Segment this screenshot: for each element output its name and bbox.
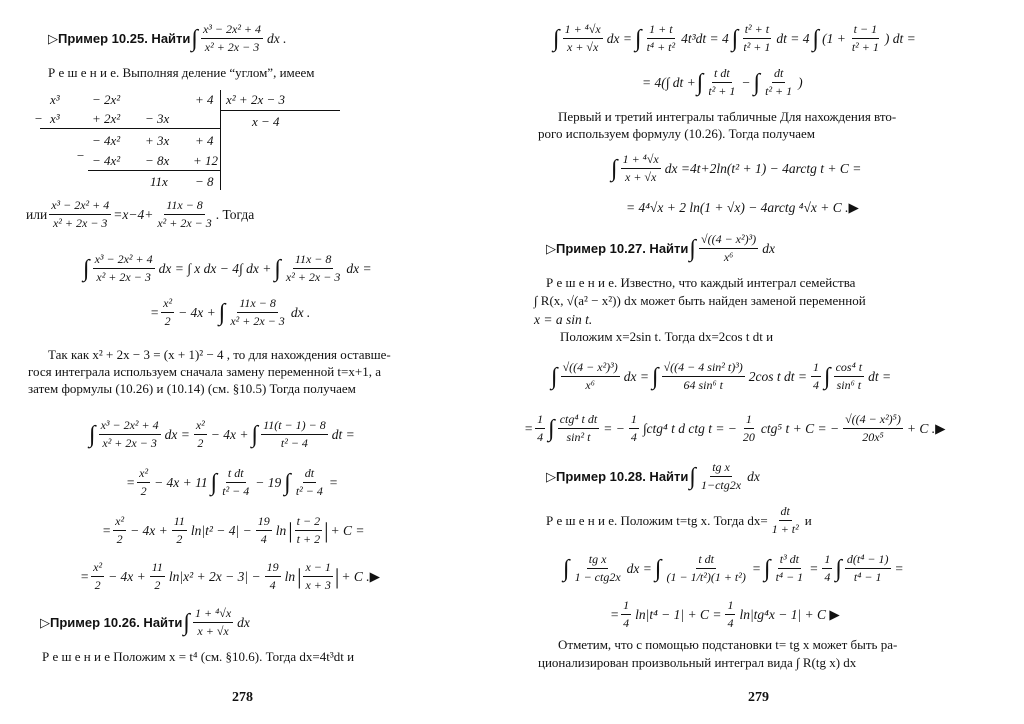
identity-line: или $\frac{\text{x³ − 2x² + 4}}{\text{x² + 2x − 3}}$ =x−4+ $\frac{11x - 8}{\text{x² + 2x − 3}}$ . Тогда — [26, 198, 255, 230]
paragraph-line: рого используем формулу (10.26). Тогда получаем — [538, 126, 816, 141]
solution-line: x = a sin t. — [534, 312, 593, 327]
paragraph-line: затем формулы (10.26) и (10.14) (см. §10.5) Тогда получаем — [28, 381, 356, 396]
page-279 — [512, 0, 1024, 724]
formula-substitution-t: ∫ $\frac{\text{1 + ⁴√x}}{x + √x}$ dx = ∫ $\frac{1 + t}{\text{t⁴ + t²}}$ 4t³dt = 4 ∫ $\frac{\text{t² + t}}{\text{t² + 1}}$ dt = 4 ∫ (1 + $\frac{t - 1}{\text{t² + 1}}$ ) dt = — [553, 22, 916, 54]
paragraph-line: Так как x² + 2x − 3 = (x + 1)² − 4 , то для нахождения оставше- — [48, 347, 391, 362]
formula-final-1026: = 4⁴√x + 2 ln(1 + √x) − 4arctg ⁴√x + C .▶ — [626, 200, 859, 215]
formula-split-three: = 4(∫ dt + ∫ $\frac{\text{t dt}}{\text{t² + 1}}$ − ∫ $\frac{dt}{\text{t² + 1}}$ ) — [642, 66, 803, 98]
page-278: ▷Пример 10.25. Найти ∫ $\frac{\text{x³ − 2x² + 4}}{\text{x² + 2x − 3}}$ dx . Р е ш е н и е. Выполняя деление “углом”, имеем x³ − 2x² + 4 − x³ + 2x² − 3x − 4x² + 3x + 4 − − 4x² − 8x + 12 11x − 8 x² + 2x − 3 x − 4 или $\frac{\text{x³ − 2x² + 4}}{\text{x² + 2x − 3}}$ =x−4+ $\frac{11x - 8}{\text{x² + 2x − 3}}$ . Тогда ∫ $\frac{\text{x³ − 2x² + 4}}{\text{x² + 2x − 3}}$ dx = ∫ x dx − 4∫ dx + ∫ $\frac{11x - 8}{\text{x² + 2x − 3}}$ dx = = $\frac{\text{x²}}{2}$ − 4x + ∫ $\frac{11x - 8}{\text{x² + 2x − 3}}$ dx . Так как x² + 2x − 3 = (x + 1)² − 4 , то для нахождения оставше- гося интеграла используем сначала замену переменной t=x+1, а затем формулы (10.26) и (10.14) (см. §10.5) Тогда получаем ∫ $\frac{\text{x³ − 2x² + 4}}{\text{x² + 2x − 3}}$ dx = $\frac{\text{x²}}{2}$ − 4x + ∫ $\frac{11(t - 1) - 8}{\text{t² − 4}}$ dt = = $\frac{\text{x²}}{2}$ − 4x + 11 ∫ $\frac{\text{t dt}}{\text{t² − 4}}$ − 19 ∫ $\frac{dt}{\text{t² − 4}}$ = = $\frac{\text{x²}}{2}$ − 4x + $\frac{11}{2}$ ln|t² − 4| − $\frac{19}{4}$ ln | $\frac{t - 2}{t + 2}$ | + C = = $\frac{\text{x²}}{2}$ − 4x + $\frac{11}{2}$ ln|x² + 2x − 3| − $\frac{19}{4}$ ln | $\frac{x - 1}{x + 3}$ | + C .▶ ▷Пример 10.26. Найти ∫ $\frac{\text{1 + ⁴√x}}{x + √x}$ dx Р е ш е н и е Положим x = t⁴ (см. §10.6). Тогда dx=4t³dt и 278 — [26, 22, 391, 705]
solution-intro: Р е ш е н и е. Выполняя деление “углом”, имеем — [48, 65, 315, 80]
formula-tg-substitution: ∫ $\frac{\text{tg x}}{\text{1 − ctg2x}}$ dx = ∫ $\frac{\text{t dt}}{\text{(1 − 1/t²)(1 + t²)}}$ = ∫ $\frac{\text{t³ dt}}{\text{t⁴ − 1}}$ = $\frac{1}{4}$ ∫ $\frac{\text{d(t⁴ − 1)}}{\text{t⁴ − 1}}$ = — [563, 552, 904, 584]
example-10-26-heading: ▷Пример 10.26. Найти ∫ $\frac{\text{1 + ⁴√x}}{x + √x}$ dx — [40, 606, 250, 638]
example-title: ▷Пример 10.25. Найти — [48, 30, 191, 46]
formula-log-t: = $\frac{\text{x²}}{2}$ − 4x + $\frac{11}{2}$ ln|t² − 4| − $\frac{19}{4}$ ln | $\frac{t - 2}{t + 2}$ | + C = — [102, 514, 365, 546]
solution-line: ∫ R(x, √(a² − x²)) dx может быть найден заменой переменной — [534, 293, 866, 308]
formula-sin-substitution: ∫ $\frac{\text{√((4 − x²)³)}}{\text{x⁶}}$ dx = ∫ $\frac{\text{√((4 − 4 sin² t)³)}}{\text{64 sin⁶ t}}$ 2cos t dt = $\frac{1}{4}$ ∫ $\frac{\text{cos⁴ t}}{\text{sin⁶ t}}$ dt = — [551, 360, 892, 392]
fraction: $\frac{\text{x³ − 2x² + 4}}{\text{x² + 2x − 3}}$ — [202, 22, 262, 54]
solution-line: Р е ш е н и е Положим x = t⁴ (см. §10.6). Тогда dx=4t³dt и — [42, 649, 355, 664]
formula-integral-split: ∫ $\frac{\text{x³ − 2x² + 4}}{\text{x² + 2x − 3}}$ dx = ∫ x dx − 4∫ dx + ∫ $\frac{11x - 8}{\text{x² + 2x − 3}}$ dx = — [83, 252, 372, 284]
formula-final-x: = $\frac{\text{x²}}{2}$ − 4x + $\frac{11}{2}$ ln|x² + 2x − 3| − $\frac{19}{4}$ ln | $\frac{x - 1}{x + 3}$ | + C .▶ — [80, 560, 380, 592]
page-number: 278 — [232, 690, 253, 705]
solution-line: Положим x=2sin t. Тогда dx=2cos t dt и — [560, 329, 774, 344]
formula-final-1028: = $\frac{1}{4}$ ln|t⁴ − 1| + C = $\frac{1}{4}$ ln|tg⁴x − 1| + C ▶ — [610, 598, 840, 630]
solution-line: Р е ш е н и е. Известно, что каждый интеграл семейства — [546, 275, 856, 290]
formula-split-t: = $\frac{\text{x²}}{2}$ − 4x + 11 ∫ $\frac{\text{t dt}}{\text{t² − 4}}$ − 19 ∫ $\frac{dt}{\text{t² − 4}}$ = — [126, 466, 338, 498]
formula-integral-result-1: = $\frac{\text{x²}}{2}$ − 4x + ∫ $\frac{11x - 8}{\text{x² + 2x − 3}}$ dx . — [150, 296, 311, 328]
paragraph-line: Первый и третий интегралы табличные Для нахождения вто- — [558, 109, 897, 124]
paragraph-line: ционализирован произвольный интеграл вида ∫ R(tg x) dx — [538, 655, 857, 670]
formula-ctg-result: = $\frac{1}{4}$ ∫ $\frac{\text{ctg⁴ t dt}}{\text{sin² t}}$ = − $\frac{1}{4}$ ∫ctg⁴ t d ctg t = − $\frac{1}{20}$ ctg⁵ t + C = − $\frac{\text{√((4 − x²)⁵)}}{\text{20x⁵}}$ + C .▶ — [524, 412, 946, 444]
example-10-27-heading: ▷Пример 10.27. Найти ∫ $\frac{\text{√((4 − x²)³)}}{\text{x⁶}}$ dx — [546, 232, 775, 264]
formula-result-1026: ∫ $\frac{\text{1 + ⁴√x}}{x + √x}$ dx =4t+2ln(t² + 1) − 4arctg t + C = — [611, 152, 862, 184]
paragraph-line: гося интеграла используем сначала замену переменной t=x+1, а — [28, 364, 381, 379]
solution-10-28: Р е ш е н и е. Положим t=tg x. Тогда dx= $\frac{dt}{\text{1 + t²}}$ и — [546, 504, 812, 536]
page-number: 279 — [748, 690, 769, 705]
formula-substitution: ∫ $\frac{\text{x³ − 2x² + 4}}{\text{x² + 2x − 3}}$ dx = $\frac{\text{x²}}{2}$ − 4x + ∫ $\frac{11(t - 1) - 8}{\text{t² − 4}}$ dt = — [89, 418, 355, 450]
example-10-25-heading: ▷Пример 10.25. Найти ∫ $\frac{\text{x³ − 2x² + 4}}{\text{x² + 2x − 3}}$ dx . — [48, 22, 287, 54]
paragraph-line: Отметим, что с помощью подстановки t= tg x может быть ра- — [558, 637, 898, 652]
example-10-28-heading: ▷Пример 10.28. Найти ∫ $\frac{\text{tg x}}{\text{1−ctg2x}}$ dx — [546, 460, 760, 492]
